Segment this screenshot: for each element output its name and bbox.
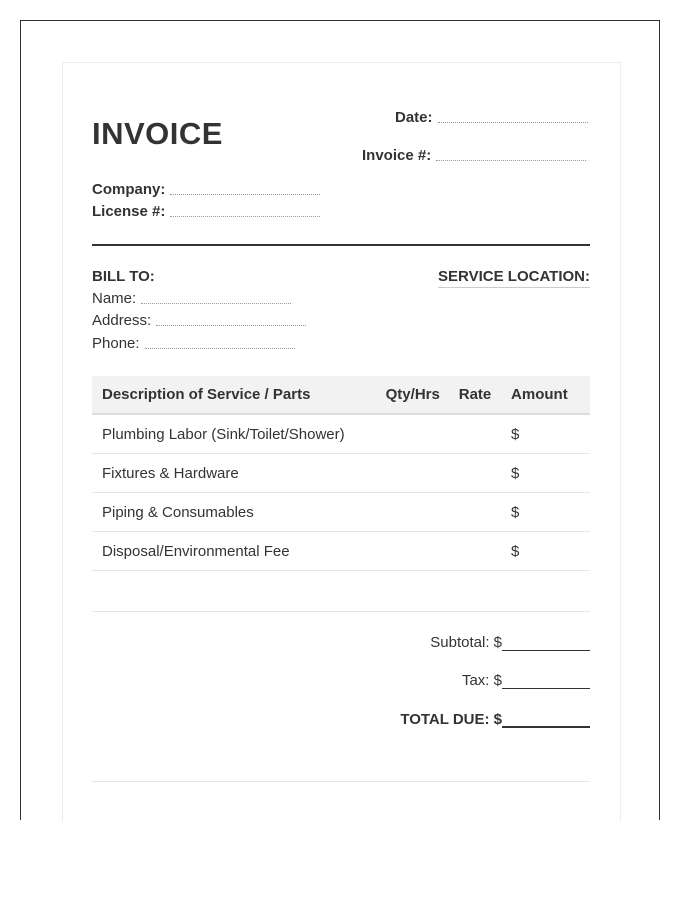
row-description: Fixtures & Hardware — [92, 454, 377, 493]
subtotal-label: Subtotal: $ — [430, 634, 502, 651]
tax-input-line[interactable] — [502, 674, 590, 689]
table-row — [92, 414, 590, 454]
row-description: Piping & Consumables — [92, 493, 377, 532]
table-header-row — [92, 376, 590, 414]
qty-header: Qty/Hrs — [377, 376, 449, 414]
address-input-line[interactable] — [156, 324, 306, 326]
row-rate[interactable] — [449, 532, 501, 571]
row-rate[interactable] — [449, 414, 501, 454]
rate-header: Rate — [449, 376, 501, 414]
row-amount[interactable]: $ — [501, 532, 590, 571]
row-amount[interactable]: $ — [501, 414, 590, 454]
amount-header: Amount — [501, 376, 590, 414]
name-field — [92, 290, 291, 307]
address-label: Address: — [92, 312, 152, 329]
table-row — [92, 454, 590, 493]
total-due-label: TOTAL DUE: $ — [400, 711, 502, 728]
row-rate[interactable] — [449, 493, 501, 532]
bill-to-heading: BILL TO: — [92, 268, 155, 285]
subtotal-row — [430, 634, 590, 651]
company-input-line[interactable] — [170, 193, 320, 195]
total-due-row — [400, 711, 590, 728]
description-header: Description of Service / Parts — [92, 376, 377, 414]
invoice-number-field — [362, 147, 586, 164]
phone-input-line[interactable] — [145, 347, 295, 349]
invoice-number-label: Invoice #: — [362, 147, 432, 164]
row-rate[interactable] — [449, 454, 501, 493]
row-amount[interactable]: $ — [501, 493, 590, 532]
items-table — [92, 376, 590, 571]
company-label: Company: — [92, 181, 166, 198]
tax-row — [462, 672, 590, 689]
address-field — [92, 312, 306, 329]
invoice-title: INVOICE — [92, 116, 223, 151]
date-field — [395, 109, 588, 126]
tax-label: Tax: $ — [461, 672, 502, 689]
row-qty[interactable] — [377, 493, 449, 532]
name-input-line[interactable] — [141, 302, 291, 304]
row-amount[interactable]: $ — [501, 454, 590, 493]
row-description: Plumbing Labor (Sink/Toilet/Shower) — [92, 414, 377, 454]
phone-field — [92, 335, 295, 352]
table-row — [92, 493, 590, 532]
service-location-heading: SERVICE LOCATION: — [438, 268, 590, 288]
row-description: Disposal/Environmental Fee — [92, 532, 377, 571]
header-divider — [92, 244, 590, 246]
total-due-input-line[interactable] — [502, 712, 590, 728]
footer-divider — [92, 781, 590, 782]
row-qty[interactable] — [377, 532, 449, 571]
phone-label: Phone: — [92, 335, 140, 352]
license-field — [92, 203, 320, 220]
company-field — [92, 181, 320, 198]
license-label: License #: — [92, 203, 166, 220]
date-input-line[interactable] — [438, 121, 588, 123]
row-qty[interactable] — [377, 454, 449, 493]
subtotal-input-line[interactable] — [502, 636, 590, 651]
invoice-number-input-line[interactable] — [436, 159, 586, 161]
license-input-line[interactable] — [170, 215, 320, 217]
name-label: Name: — [92, 290, 137, 307]
totals-top-divider — [92, 611, 590, 612]
row-qty[interactable] — [377, 414, 449, 454]
date-label: Date: — [395, 109, 433, 126]
table-row — [92, 532, 590, 571]
